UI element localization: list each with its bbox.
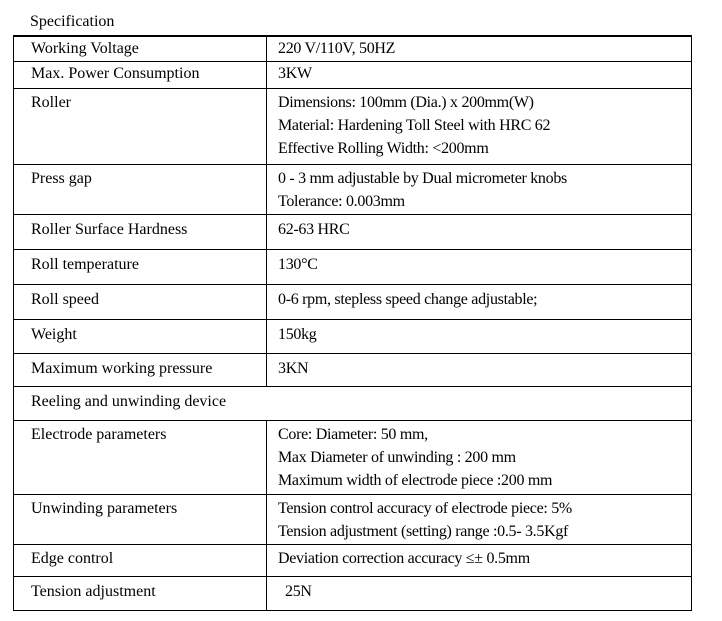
table-row-section-reeling [14,386,692,420]
value-line: 150kg [278,325,317,343]
row-label: Edge control [14,544,267,576]
table-row-edge-control [14,544,692,576]
value-line: Core: Diameter: 50 mm, [278,425,428,443]
table-row-max-pressure [14,353,692,386]
row-value [267,249,692,284]
table-row-roller-hardness [14,214,692,249]
table-row-roll-temperature [14,249,692,284]
table-row-max-power [14,61,692,88]
row-label: Weight [14,319,267,353]
value-line: 62-63 HRC [278,220,350,238]
row-label: Roller Surface Hardness [14,214,267,249]
row-label: Electrode parameters [14,420,267,494]
value-line: Tension control accuracy of electrode piece: 5% [278,499,572,517]
row-value [267,544,692,576]
value-line: 25N [285,582,312,600]
value-line: Dimensions: 100mm (Dia.) x 200mm(W) [278,93,534,111]
table-row-working-voltage [14,36,692,61]
value-line: Tolerance: 0.003mm [278,192,405,210]
row-value [267,164,692,214]
row-label: Tension adjustment [14,576,267,610]
row-label: Maximum working pressure [14,353,267,386]
row-label: Roll temperature [14,249,267,284]
table-row-roll-speed [14,284,692,319]
value-line: Max Diameter of unwinding : 200 mm [278,448,516,466]
row-value [267,36,692,61]
value-line: 3KW [278,64,312,82]
section-heading: Reeling and unwinding device [14,386,692,420]
row-value [267,420,692,494]
table-row-tension-adjustment [14,576,692,610]
table-caption: Specification [30,13,115,30]
row-value [267,284,692,319]
row-label: Unwinding parameters [14,494,267,544]
row-label: Max. Power Consumption [14,61,267,88]
row-value [267,214,692,249]
table-row-weight [14,319,692,353]
row-label: Working Voltage [14,36,267,61]
row-label: Roll speed [14,284,267,319]
row-value [267,319,692,353]
value-line: Effective Rolling Width: <200mm [278,139,489,157]
table-row-press-gap [14,164,692,214]
value-line: 3KN [278,359,309,377]
value-line: Maximum width of electrode piece :200 mm [278,471,553,489]
row-label: Roller [14,88,267,164]
value-line: 220 V/110V, 50HZ [278,40,396,57]
value-line: Tension adjustment (setting) range :0.5- 3.5Kgf [278,522,569,540]
row-value [267,576,692,610]
row-value [267,494,692,544]
value-line: 130°C [278,255,318,273]
value-line: 0-6 rpm, stepless speed change adjustable; [278,290,538,308]
row-value [267,353,692,386]
table-row-electrode-parameters [14,420,692,494]
row-value [267,61,692,88]
row-value [267,88,692,164]
table-row-unwinding-parameters [14,494,692,544]
value-line: Material: Hardening Toll Steel with HRC 62 [278,116,551,134]
specification-table [13,35,692,611]
table-row-roller [14,88,692,164]
row-label: Press gap [14,164,267,214]
value-line: Deviation correction accuracy ≤± 0.5mm [278,549,530,567]
value-line: 0 - 3 mm adjustable by Dual micrometer knobs [278,169,567,187]
